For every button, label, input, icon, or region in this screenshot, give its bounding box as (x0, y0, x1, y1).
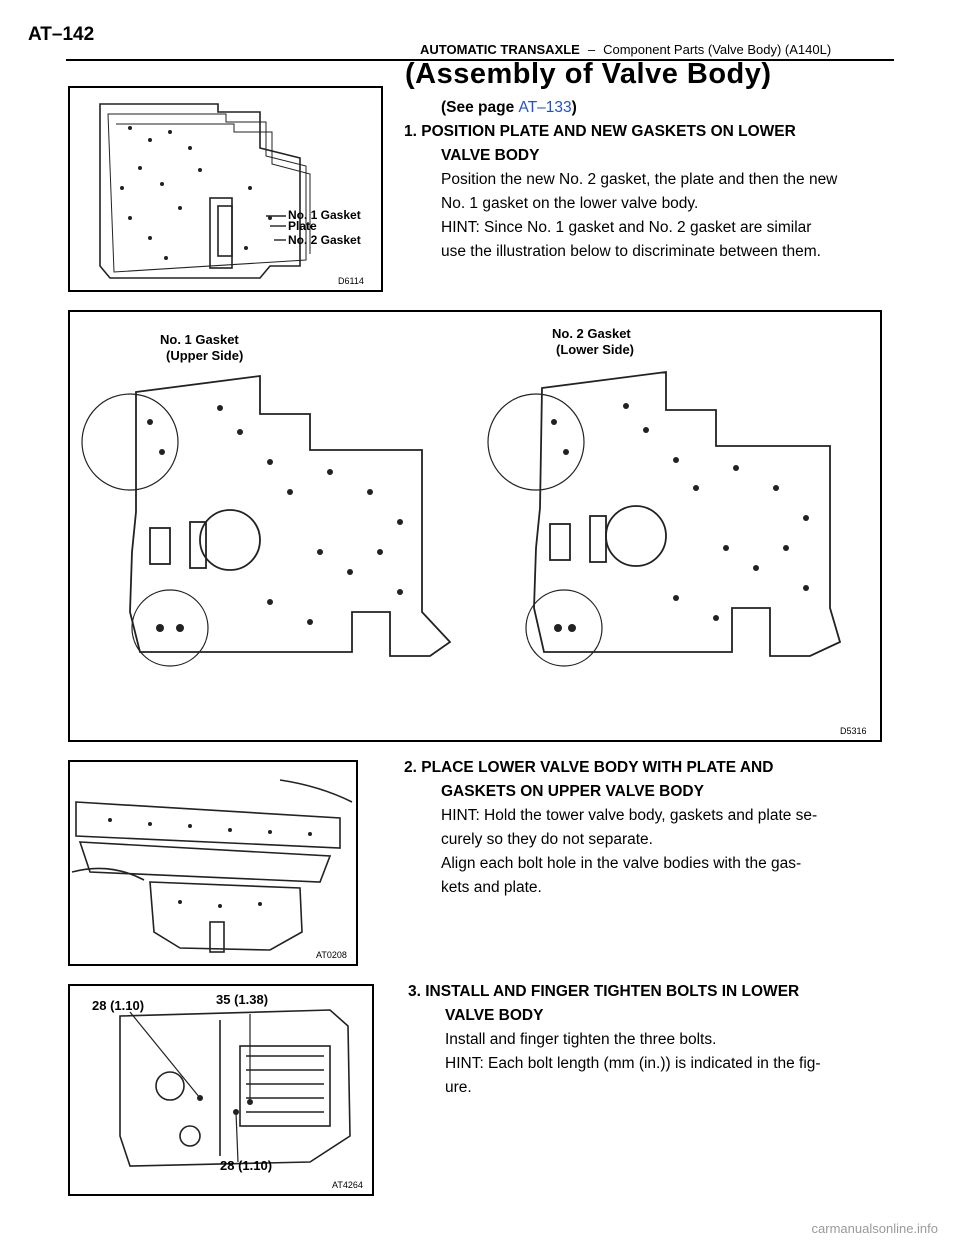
figure-gasket-comparison (68, 310, 882, 742)
step-2-heading-cont: GASKETS ON UPPER VALVE BODY (441, 783, 704, 800)
subsection-name: Component Parts (Valve Body) (A140L) (603, 42, 832, 57)
section-name: AUTOMATIC TRANSAXLE (420, 42, 580, 57)
page-number: AT–142 (28, 24, 95, 45)
no2-gasket-outline (488, 372, 840, 666)
figure-valve-body-placement (68, 760, 358, 966)
section-header (420, 42, 831, 57)
section-title: (Assembly of Valve Body) (405, 58, 772, 90)
step-3-line: Install and finger tighten the three bolts. (445, 1031, 717, 1048)
label-no1-gasket-title: No. 1 Gasket (160, 332, 239, 347)
gasket-stack-drawing (70, 88, 381, 290)
bolt-length-label: 28 (1.10) (220, 1158, 273, 1173)
bolt-length-label: 35 (1.38) (216, 992, 269, 1007)
label-no1-gasket: No. 1 Gasket (288, 208, 361, 222)
figure-code: D6114 (338, 276, 364, 286)
step-2-line: Align each bolt hole in the valve bodies with the gas- (441, 855, 802, 872)
step-1 (404, 96, 904, 264)
label-no2-gasket: No. 2 Gasket (288, 233, 361, 247)
header-separator: – (587, 42, 596, 57)
step-3-heading: 3. INSTALL AND FINGER TIGHTEN BOLTS IN LOWER (408, 983, 800, 1000)
see-page-suffix: ) (571, 99, 577, 116)
see-page-prefix: (See page (441, 99, 519, 116)
step-3-heading-cont: VALVE BODY (445, 1007, 544, 1024)
label-lower-side: (Lower Side) (556, 342, 635, 357)
label-upper-side: (Upper Side) (166, 348, 244, 363)
see-page-reference (404, 96, 904, 120)
step-3-line: ure. (445, 1079, 472, 1096)
step-2-line: curely so they do not separate. (441, 831, 653, 848)
figure-code: AT0208 (316, 950, 347, 960)
bolt-length-label: 28 (1.10) (92, 998, 145, 1013)
valve-body-placement-drawing (70, 762, 356, 964)
step-1-heading: 1. POSITION PLATE AND NEW GASKETS ON LOWER (404, 123, 796, 140)
label-no2-gasket-title: No. 2 Gasket (552, 326, 631, 341)
step-1-heading-cont: VALVE BODY (441, 147, 540, 164)
figure-bolt-positions (68, 984, 374, 1196)
see-page-link[interactable]: AT–133 (518, 99, 572, 116)
figure-code: AT4264 (332, 1180, 363, 1190)
figure-gasket-stack (68, 86, 383, 292)
step-2 (404, 756, 904, 900)
no1-gasket-outline (82, 376, 450, 666)
label-plate: Plate (288, 219, 317, 233)
step-1-line: Position the new No. 2 gasket, the plate and then the new (441, 171, 838, 188)
figure-code: D5316 (840, 726, 867, 736)
step-1-line: use the illustration below to discriminate between them. (441, 243, 821, 260)
bolt-positions-drawing (70, 986, 372, 1194)
gasket-comparison-drawing (70, 312, 880, 740)
step-2-line: kets and plate. (441, 879, 542, 896)
step-1-line: HINT: Since No. 1 gasket and No. 2 gasket are similar (441, 219, 812, 236)
watermark: carmanualsonline.info (811, 1221, 938, 1236)
step-2-heading: 2. PLACE LOWER VALVE BODY WITH PLATE AND (404, 759, 774, 776)
step-3 (408, 980, 908, 1100)
step-3-line: HINT: Each bolt length (mm (in.)) is indicated in the fig- (445, 1055, 821, 1072)
step-1-line: No. 1 gasket on the lower valve body. (441, 195, 699, 212)
step-2-line: HINT: Hold the tower valve body, gaskets and plate se- (441, 807, 818, 824)
